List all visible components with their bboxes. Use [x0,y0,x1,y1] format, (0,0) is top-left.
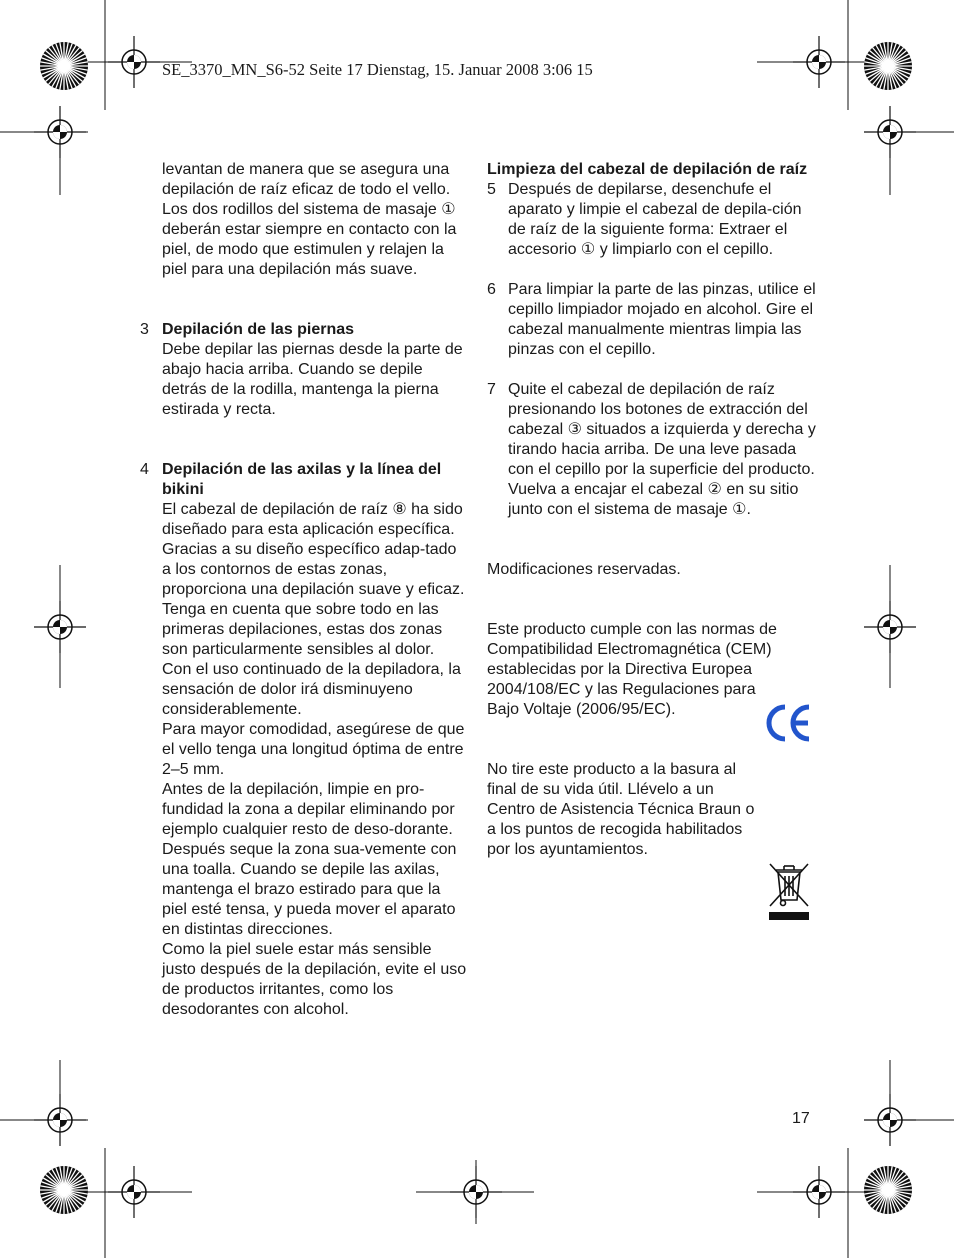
section-legs [140,320,467,420]
cleaning-title: Limpieza del cabezal de depilación de raíz [487,161,808,178]
step-text: Para limpiar la parte de las pinzas, utilice el cepillo limpiador mojado en alcohol. Gire el cabezal manualmente mientras limpia las pinzas con el cepillo. [508,281,816,358]
step-5 [487,180,817,260]
page-number: 17 [792,1110,810,1127]
section-number: 4 [140,461,149,478]
left-column [140,160,467,1020]
section-paragraph: Para mayor comodidad, asegúrese de que el vello tenga una longitud óptima de entre 2–5 mm. [162,721,465,778]
ce-mark-icon [765,701,813,745]
section-paragraph: Como la piel suele estar más sensible justo después de la depilación, evite el uso de productos irritantes, como los desodorantes con alcohol. [162,941,467,1018]
crossed-bin-icon [766,860,812,924]
section-number: 3 [140,321,149,338]
step-number: 6 [487,281,496,298]
section-underarms-bikini [140,460,467,1020]
disposal-text: No tire este producto a la basura al final de su vida útil. Llévelo a un Centro de Asistencia Técnica Braun o a los puntos de recogida habilitados por los ayuntamientos. [487,761,755,858]
modifications-note: Modificaciones reservadas. [487,561,681,578]
step-6 [487,280,817,360]
section-paragraph: Tenga en cuenta que sobre todo en las primeras depilaciones, estas dos zonas son particularmente sensibles al dolor. Con el uso continuado de la depiladora, la sensación de dolor irá disminuyeno considerablemente. [162,601,461,718]
print-slug: SE_3370_MN_S6-52 Seite 17 Dienstag, 15. Januar 2008 3:06 15 [162,60,593,79]
section-paragraph: Antes de la depilación, limpie en pro-fundidad la zona a depilar eliminando por ejemplo cualquier resto de deso-dorante. Después seque la zona sua-vemente con una toalla. Cuando se depile las axilas, mantenga el brazo estirado para que la piel esté tensa, y pueda mover el aparato en distintas direcciones. [162,781,457,938]
intro-paragraph-2: Los dos rodillos del sistema de masaje ① deberán estar siempre en contacto con la piel, de modo que estimulen y relajen la piel para una depilación más suave. [162,201,457,278]
section-title: Depilación de las axilas y la línea del bikini [162,461,442,498]
step-text: Quite el cabezal de depilación de raíz presionando los botones de extracción del cabezal ③ situados a izquierda y derecha y tirando hacia arriba. De una leve pasada con el cepillo por la superficie del producto. Vuelva a encajar el cabezal ② en su sitio junto con el sistema de masaje ①. [508,381,816,518]
ce-compliance-text: Este producto cumple con las normas de Compatibilidad Electromagnética (CEM) establecidas por la Directiva Europea 2004/108/EC y las Regulaciones para Bajo Voltaje (2006/95/EC). [487,621,777,718]
step-number: 5 [487,181,496,198]
intro-paragraph-1: levantan de manera que se asegura una depilación de raíz eficaz de todo el vello. [162,161,451,198]
section-title: Depilación de las piernas [162,321,355,338]
step-text: Después de depilarse, desenchufe el aparato y limpie el cabezal de depila-ción de raíz de la siguiente forma: Extraer el accesorio ① y limpiarlo con el cepillo. [508,181,802,258]
step-number: 7 [487,381,496,398]
step-7 [487,380,817,520]
section-paragraph: El cabezal de depilación de raíz ⑧ ha sido diseñado para esta aplicación específica. Gracias a su diseño específico adap-tado a los contornos de estas zonas, proporciona una depilación suave y eficaz. [162,501,465,598]
right-column [487,160,817,860]
section-paragraph: Debe depilar las piernas desde la parte de abajo hacia arriba. Cuando se depile detrás de la rodilla, mantenga la pierna estirada y recta. [162,341,463,418]
